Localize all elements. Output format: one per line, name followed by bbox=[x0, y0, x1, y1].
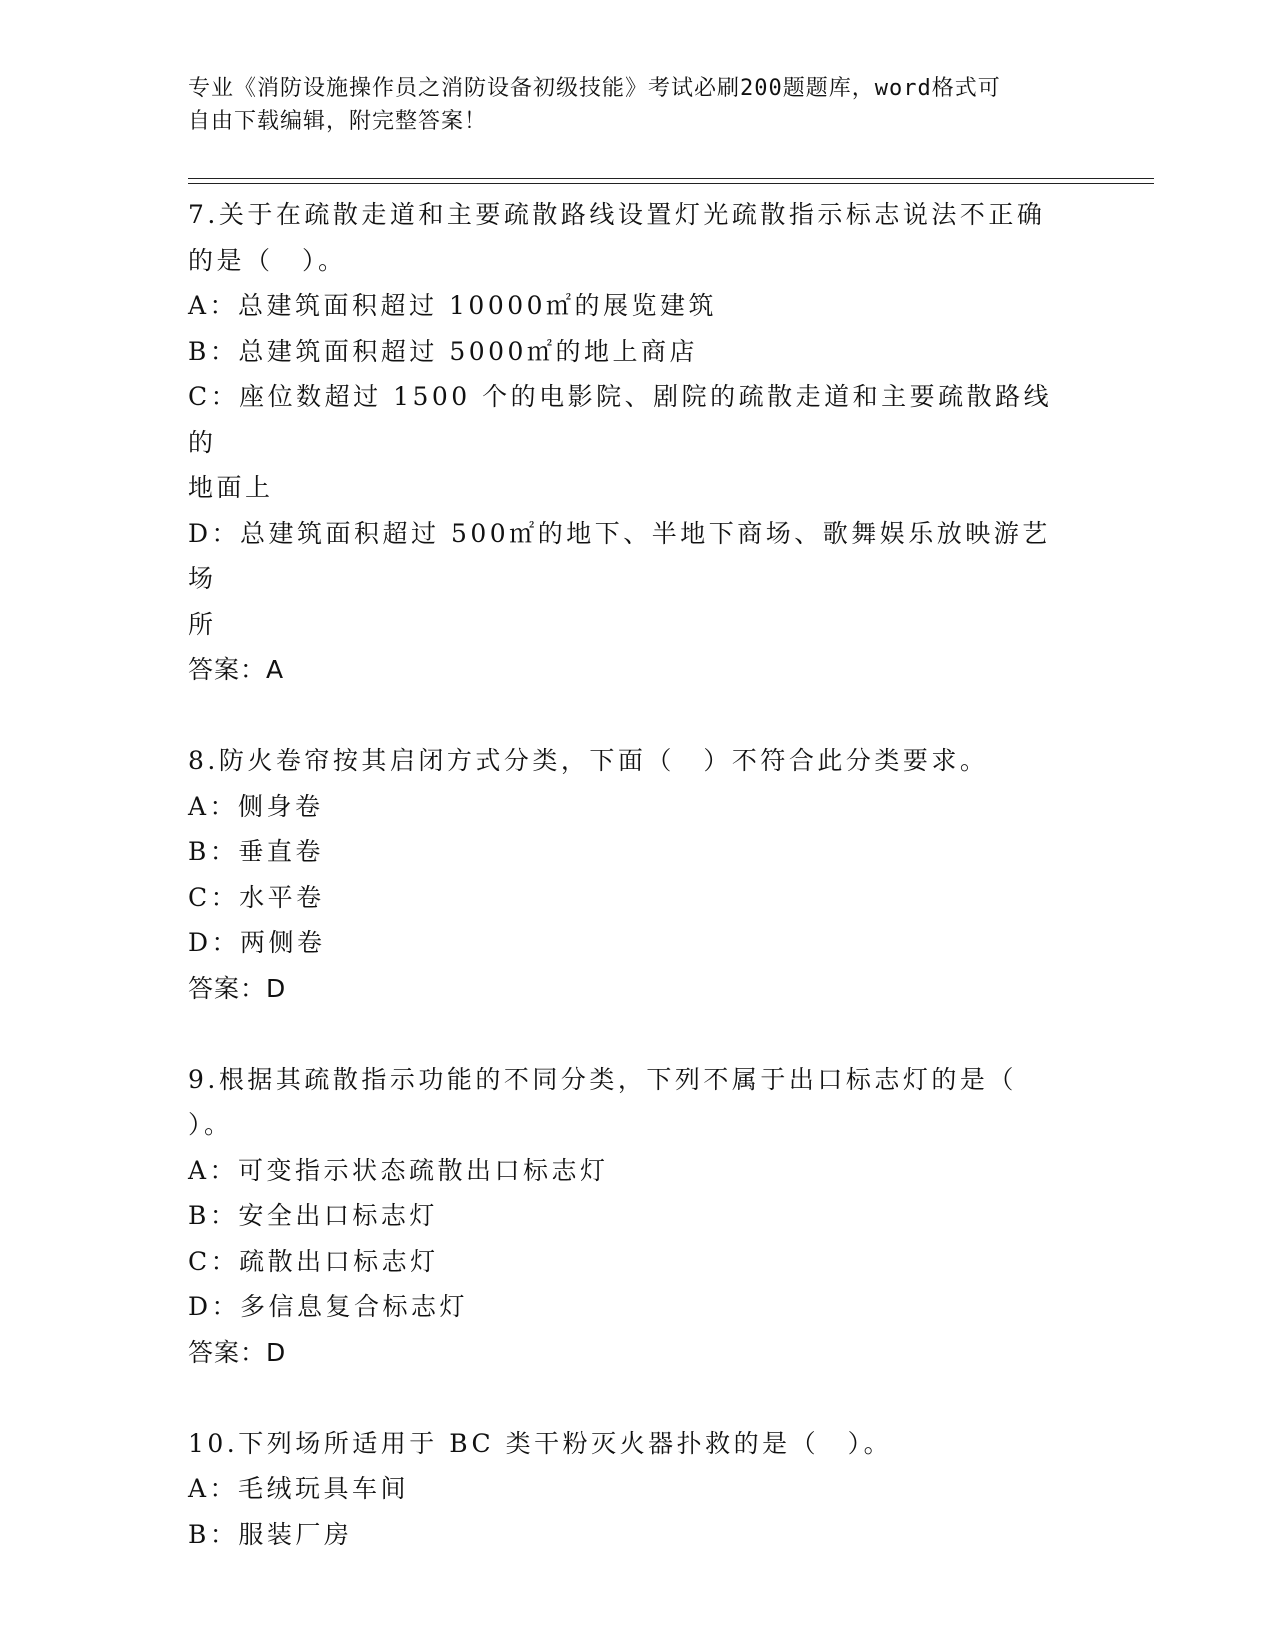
option-c-continued: 地面上 bbox=[188, 473, 274, 502]
question-stem: 9.根据其疏散指示功能的不同分类，下列不属于出口标志灯的是（ bbox=[188, 1064, 1017, 1094]
option-b: B：垂直卷 bbox=[188, 837, 324, 866]
option-a: A：总建筑面积超过 10000㎡的展览建筑 bbox=[188, 291, 718, 320]
question-spacer bbox=[188, 1375, 1068, 1421]
question-list bbox=[188, 192, 1068, 1557]
question-stem: 8.防火卷帘按其启闭方式分类，下面（ ）不符合此分类要求。 bbox=[188, 746, 989, 775]
question-spacer bbox=[188, 693, 1068, 739]
document-header bbox=[188, 72, 1088, 138]
header-divider-top bbox=[188, 178, 1154, 179]
option-b: B：安全出口标志灯 bbox=[188, 1201, 438, 1230]
question-8 bbox=[188, 738, 1068, 1011]
option-c: C：疏散出口标志灯 bbox=[188, 1246, 439, 1276]
option-c: C：水平卷 bbox=[188, 882, 325, 912]
option-a: A：毛绒玩具车间 bbox=[188, 1474, 410, 1503]
option-d: D：多信息复合标志灯 bbox=[188, 1292, 469, 1321]
question-stem-continued: 的是（ ）。 bbox=[188, 245, 347, 275]
question-7 bbox=[188, 192, 1068, 693]
answer: 答案：D bbox=[188, 973, 287, 1003]
option-b: B：总建筑面积超过 5000㎡的地上商店 bbox=[188, 336, 698, 366]
option-d: D：两侧卷 bbox=[188, 928, 326, 957]
question-stem: 7.关于在疏散走道和主要疏散路线设置灯光疏散指示标志说法不正确 bbox=[188, 200, 1046, 229]
option-d-continued: 所 bbox=[188, 609, 217, 639]
question-spacer bbox=[188, 1011, 1068, 1057]
header-line-2: 自由下载编辑，附完整答案！ bbox=[188, 109, 488, 134]
question-10 bbox=[188, 1421, 1068, 1558]
option-b: B：服装厂房 bbox=[188, 1519, 353, 1549]
option-a: A：可变指示状态疏散出口标志灯 bbox=[188, 1155, 609, 1185]
option-d: D：总建筑面积超过 500㎡的地下、半地下商场、歌舞娱乐放映游艺场 bbox=[188, 518, 1051, 593]
answer: 答案：A bbox=[188, 655, 285, 684]
answer: 答案：D bbox=[188, 1337, 287, 1367]
header-divider-bottom bbox=[188, 183, 1154, 184]
option-a: A：侧身卷 bbox=[188, 791, 324, 821]
option-c: C：座位数超过 1500 个的电影院、剧院的疏散走道和主要疏散路线的 bbox=[188, 382, 1053, 457]
question-stem: 10.下列场所适用于 BC 类干粉灭火器扑救的是（ ）。 bbox=[188, 1428, 893, 1458]
question-9 bbox=[188, 1057, 1068, 1376]
question-stem-continued: ）。 bbox=[188, 1110, 233, 1139]
header-line-1: 专业《消防设施操作员之消防设备初级技能》考试必刷200题题库，word格式可 bbox=[188, 76, 1001, 101]
